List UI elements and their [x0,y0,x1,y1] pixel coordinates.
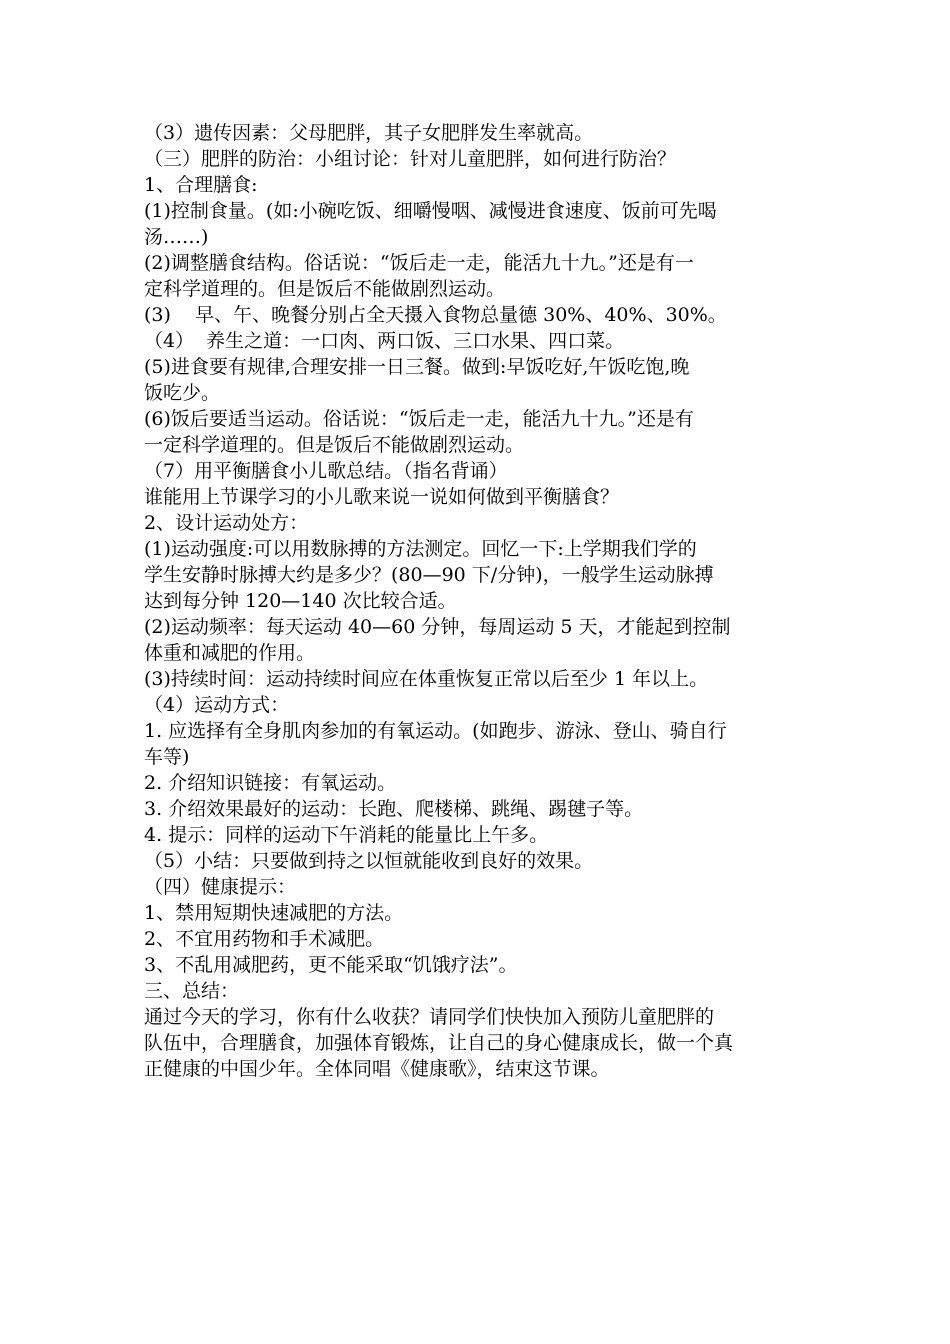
text-line: (1)运动强度:可以用数脉搏的方法测定。回忆一下:上学期我们学的 [144,538,697,560]
text-line: 体重和减肥的作用。 [144,642,316,664]
text-line: 2. 介绍知识链接：有氧运动。 [144,772,397,794]
text-line: (3) 早、午、晚餐分别占全天摄入食物总量德 30%、40%、30%。 [144,304,727,326]
text-line: 谁能用上节课学习的小儿歌来说一说如何做到平衡膳食？ [144,486,620,508]
section-heading: （四）健康提示： [144,876,297,898]
text-line: 3. 介绍效果最好的运动：长跑、爬楼梯、跳绳、踢毽子等。 [144,798,644,820]
subsection-heading: 2、设计运动处方： [144,512,309,534]
text-line: (2)运动频率：每天运动 40—60 分钟，每周运动 5 天，才能起到控制 [144,616,731,638]
text-line: (5)进食要有规律,合理安排一日三餐。做到:早饭吃好,午饭吃饱,晚 [144,356,690,378]
text-line: 达到每分钟 120—140 次比较合适。 [144,590,457,612]
text-line: (6)饭后要适当运动。俗话说：“饭后走一走，能活九十九。”还是有 [144,408,694,430]
text-line: 4. 提示：同样的运动下午消耗的能量比上午多。 [144,824,549,846]
subsection-heading: 1、合理膳食: [144,174,258,196]
text-line: 通过今天的学习，你有什么收获？请同学们快快加入预防儿童肥胖的 [144,1006,715,1028]
text-line: 一定科学道理的。但是饭后不能做剧烈运动。 [144,434,525,456]
section-heading: 三、总结： [144,980,240,1002]
text-line: 车等) [144,746,190,768]
text-line: 2、不宜用药物和手术减肥。 [144,928,385,950]
text-line: （5）小结：只要做到持之以恒就能收到良好的效果。 [144,850,594,872]
text-line: (3)持续时间：运动持续时间应在体重恢复正常以后至少 1 年以上。 [144,668,709,690]
text-line: 3、不乱用减肥药，更不能采取“饥饿疗法”。 [144,954,518,976]
text-line: （7）用平衡膳食小儿歌总结。（指名背诵） [144,460,508,482]
text-line: (2)调整膳食结构。俗话说：“饭后走一走，能活九十九。”还是有一 [144,252,694,274]
text-line: 1、禁用短期快速减肥的方法。 [144,902,404,924]
text-line: 正健康的中国少年。全体同唱《健康歌》，结束这节课。 [144,1058,610,1080]
text-line: （3）遗传因素：父母肥胖，其子女肥胖发生率就高。 [144,122,594,144]
text-line: 饭吃少。 [144,382,221,404]
text-line: (1)控制食量。(如:小碗吃饭、细嚼慢咽、减慢进食速度、饭前可先喝 [144,200,717,222]
text-line: （4）运动方式： [144,694,290,716]
text-line: 队伍中，合理膳食，加强体育锻炼，让自己的身心健康成长，做一个真 [144,1032,734,1054]
section-heading: （三）肥胖的防治：小组讨论：针对儿童肥胖，如何进行防治？ [144,148,677,170]
text-line: （4） 养生之道：一口肉、两口饭、三口水果、四口菜。 [144,330,625,352]
text-line: 学生安静时脉搏大约是多少？(80—90 下/分钟)，一般学生运动脉搏 [144,564,714,586]
text-line: 汤……) [144,226,209,248]
text-line: 1. 应选择有全身肌肉参加的有氧运动。(如跑步、游泳、登山、骑自行 [144,720,727,742]
document-body [144,120,812,1082]
text-line: 定科学道理的。但是饭后不能做剧烈运动。 [144,278,506,300]
